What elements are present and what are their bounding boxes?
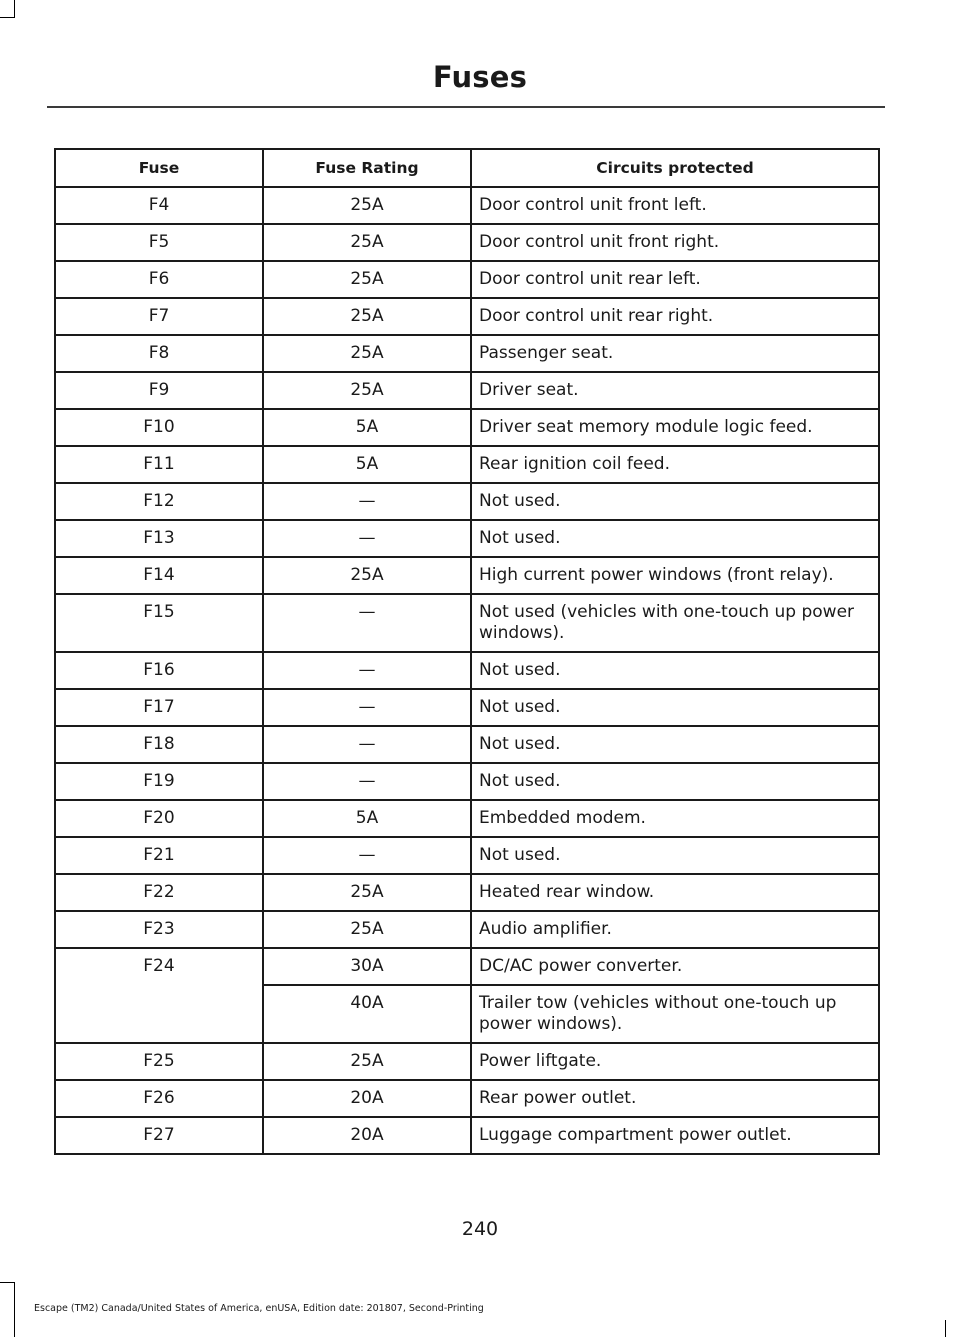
fuse-cell: F5: [55, 224, 263, 261]
rating-cell: 5A: [263, 409, 471, 446]
circuit-cell: Trailer tow (vehicles without one-touch up power windows).: [471, 985, 879, 1043]
circuit-cell: Heated rear window.: [471, 874, 879, 911]
circuit-cell: Not used (vehicles with one-touch up power windows).: [471, 594, 879, 652]
fuse-cell: F17: [55, 689, 263, 726]
fuse-cell: F22: [55, 874, 263, 911]
table-row: [55, 409, 879, 446]
page-title: Fuses: [432, 60, 528, 94]
crop-mark-bottom-left-horizontal: [0, 1282, 15, 1283]
circuit-cell: Audio amplifier.: [471, 911, 879, 948]
rating-cell: —: [263, 689, 471, 726]
rating-cell: —: [263, 763, 471, 800]
circuit-cell: Not used.: [471, 520, 879, 557]
circuit-cell: Rear power outlet.: [471, 1080, 879, 1117]
circuit-cell: Rear ignition coil feed.: [471, 446, 879, 483]
rating-cell: 25A: [263, 298, 471, 335]
fuse-cell: F6: [55, 261, 263, 298]
rating-cell: 25A: [263, 224, 471, 261]
rating-cell: 20A: [263, 1080, 471, 1117]
rating-cell: 30A: [263, 948, 471, 985]
circuit-cell: Door control unit front left.: [471, 187, 879, 224]
table-row: [55, 948, 879, 985]
table-row: [55, 261, 879, 298]
circuit-cell: Driver seat memory module logic feed.: [471, 409, 879, 446]
rating-cell: —: [263, 652, 471, 689]
table-row: [55, 689, 879, 726]
rating-cell: —: [263, 520, 471, 557]
rating-cell: —: [263, 837, 471, 874]
circuit-cell: Luggage compartment power outlet.: [471, 1117, 879, 1154]
table-row: [55, 726, 879, 763]
circuit-cell: Not used.: [471, 483, 879, 520]
table-row: [55, 557, 879, 594]
circuit-cell: Embedded modem.: [471, 800, 879, 837]
table-row: [55, 483, 879, 520]
rating-cell: 25A: [263, 187, 471, 224]
page-number: 240: [461, 1218, 499, 1240]
circuit-cell: Door control unit rear left.: [471, 261, 879, 298]
fuse-cell: F25: [55, 1043, 263, 1080]
table-header-row: [55, 149, 879, 187]
table-row: [55, 763, 879, 800]
table-row: [55, 652, 879, 689]
rating-cell: —: [263, 594, 471, 652]
table-row: [55, 594, 879, 652]
fuse-cell: F10: [55, 409, 263, 446]
table-row: [55, 187, 879, 224]
rating-cell: 25A: [263, 372, 471, 409]
header-circuits-protected: Circuits protected: [471, 149, 879, 187]
rating-cell: 20A: [263, 1117, 471, 1154]
circuit-cell: High current power windows (front relay).: [471, 557, 879, 594]
circuit-cell: DC/AC power converter.: [471, 948, 879, 985]
table-row: [55, 224, 879, 261]
fuse-cell: F26: [55, 1080, 263, 1117]
table-row: [55, 1080, 879, 1117]
table-row: [55, 520, 879, 557]
footer-edition-info: Escape (TM2) Canada/United States of America, enUSA, Edition date: 201807, Second-Printing: [34, 1303, 484, 1314]
circuit-cell: Not used.: [471, 689, 879, 726]
fuse-cell: F18: [55, 726, 263, 763]
fuse-cell: F8: [55, 335, 263, 372]
crop-mark-top-left-vertical: [14, 0, 15, 18]
crop-mark-bottom-left-vertical: [14, 1282, 15, 1337]
fuse-cell: F13: [55, 520, 263, 557]
table-row: [55, 335, 879, 372]
fuse-cell: F14: [55, 557, 263, 594]
fuse-cell: F16: [55, 652, 263, 689]
table-row: [55, 446, 879, 483]
fuse-cell: F15: [55, 594, 263, 652]
circuit-cell: Not used.: [471, 726, 879, 763]
circuit-cell: Driver seat.: [471, 372, 879, 409]
table-row: [55, 298, 879, 335]
header-fuse-rating: Fuse Rating: [263, 149, 471, 187]
fuse-cell: F24: [55, 948, 263, 1043]
rating-cell: 25A: [263, 1043, 471, 1080]
circuit-cell: Not used.: [471, 837, 879, 874]
fuse-cell: F27: [55, 1117, 263, 1154]
rating-cell: 25A: [263, 335, 471, 372]
fuse-table: [54, 148, 880, 1155]
circuit-cell: Passenger seat.: [471, 335, 879, 372]
circuit-cell: Power liftgate.: [471, 1043, 879, 1080]
fuse-cell: F11: [55, 446, 263, 483]
fuse-cell: F23: [55, 911, 263, 948]
fuse-cell: F12: [55, 483, 263, 520]
table-row: [55, 837, 879, 874]
table-row: [55, 372, 879, 409]
crop-mark-top-left-horizontal: [0, 17, 15, 18]
table-row: [55, 1117, 879, 1154]
table-row: [55, 911, 879, 948]
rating-cell: 25A: [263, 261, 471, 298]
rating-cell: 5A: [263, 800, 471, 837]
rating-cell: 25A: [263, 557, 471, 594]
header-fuse: Fuse: [55, 149, 263, 187]
rating-cell: —: [263, 483, 471, 520]
table-row: [55, 800, 879, 837]
table-row: [55, 1043, 879, 1080]
rating-cell: 25A: [263, 911, 471, 948]
rating-cell: —: [263, 726, 471, 763]
fuse-cell: F7: [55, 298, 263, 335]
fuse-cell: F9: [55, 372, 263, 409]
fuse-cell: F21: [55, 837, 263, 874]
crop-mark-bottom-right-vertical: [945, 1320, 946, 1337]
circuit-cell: Door control unit rear right.: [471, 298, 879, 335]
title-divider: [47, 106, 885, 108]
circuit-cell: Not used.: [471, 763, 879, 800]
rating-cell: 5A: [263, 446, 471, 483]
fuse-cell: F4: [55, 187, 263, 224]
fuse-cell: F19: [55, 763, 263, 800]
table-row: [55, 874, 879, 911]
circuit-cell: Door control unit front right.: [471, 224, 879, 261]
fuse-cell: F20: [55, 800, 263, 837]
rating-cell: 25A: [263, 874, 471, 911]
rating-cell: 40A: [263, 985, 471, 1043]
circuit-cell: Not used.: [471, 652, 879, 689]
